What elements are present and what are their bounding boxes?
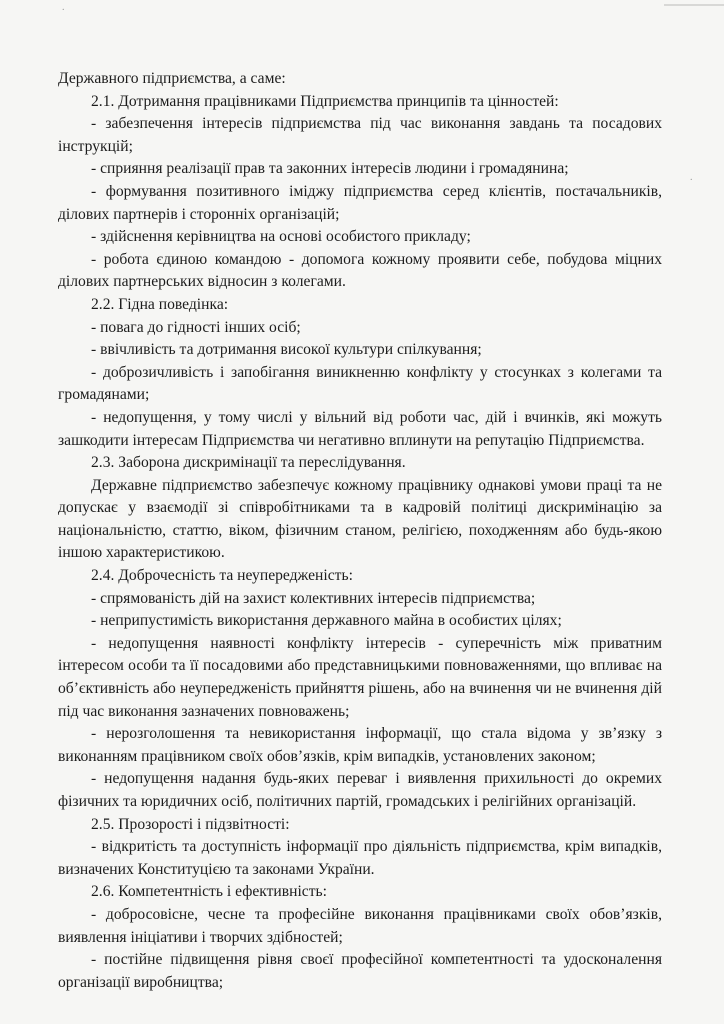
section-2-2-heading: 2.2. Гідна поведінка: xyxy=(91,295,229,313)
paragraph-intro: Державного підприємства, а саме: xyxy=(58,70,286,87)
list-item: - забезпечення інтересів підприємства під час виконання завдань та посадових інструкцій; xyxy=(58,115,662,155)
list-item: - ввічливість та дотримання високої культури спілкування; xyxy=(91,341,482,359)
list-item: - здійснення керівництва на основі особистого прикладу; xyxy=(91,228,471,246)
list-item: - добросовісне, чесне та професійне виконання працівниками своїх обов’язків, виявлення ініціативи і творчих здібностей; xyxy=(58,905,662,946)
section-2-3-heading: 2.3. Заборона дискримінації та переслідування. xyxy=(91,454,406,472)
list-item: - недопущення наявності конфлікту інтересів - суперечність між приватним інтересом особи та її посадовими або представницькими повноваженнями, що впливає на об’єктивність або неупередженість прийняття рішень, або на вчинення чи не вчинення дій під час виконання зазначених повноважень; xyxy=(58,634,662,720)
scan-speck: . xyxy=(62,2,65,13)
scan-edge-mark xyxy=(664,4,724,6)
section-2-4-heading: 2.4. Доброчесність та неупередженість: xyxy=(91,567,353,585)
scan-speck: . xyxy=(690,172,693,183)
list-item: - формування позитивного іміджу підприємства серед клієнтів, постачальників, ділових партнерів і сторонніх організацій; xyxy=(58,182,662,223)
list-item: - відкритість та доступність інформації про діяльність підприємства, крім випадків, визначених Конституцією та законами України. xyxy=(58,838,662,878)
section-2-5-heading: 2.5. Прозорості і підзвітності: xyxy=(91,815,290,833)
document-body xyxy=(58,68,662,994)
list-item: - сприяння реалізації прав та законних інтересів людини і громадянина; xyxy=(91,160,569,178)
list-item: - спрямованість дій на захист колективних інтересів підприємства; xyxy=(91,589,536,607)
list-item: - робота єдиною командою - допомога кожному проявити себе, побудова міцних ділових партнерських відносин з колегами. xyxy=(58,250,662,291)
list-item: - нерозголошення та невикористання інформації, що стала відома у зв’язку з виконанням працівником своїх обов’язків, крім випадків, установлених законом; xyxy=(58,725,662,765)
paragraph-body: Державне підприємство забезпечує кожному працівнику однакові умови праці та не допускає у взаємодії зі співробітниками та в кадровій політиці дискримінацію за національністю, статтю, віком, фізичним станом, релігією, походженням або будь-якою іншою характеристикою. xyxy=(58,476,662,562)
section-2-1-heading: 2.1. Дотримання працівниками Підприємства принципів та цінностей: xyxy=(91,92,559,110)
list-item: - недопущення, у тому числі у вільний від роботи час, дій і вчинків, які можуть зашкодити інтересам Підприємства чи негативно вплинути на репутацію Підприємства. xyxy=(58,408,662,449)
list-item: - доброзичливість і запобігання виникненню конфлікту у стосунках з колегами та громадянами; xyxy=(58,363,662,404)
section-2-6-heading: 2.6. Компетентність і ефективність: xyxy=(91,883,327,901)
list-item: - недопущення надання будь-яких переваг і виявлення прихильності до окремих фізичних та юридичних осіб, політичних партій, громадських і релігійних організацій. xyxy=(58,770,662,810)
list-item: - неприпустимість використання державного майна в особистих цілях; xyxy=(91,612,562,630)
list-item: - повага до гідності інших осіб; xyxy=(91,318,301,336)
list-item: - постійне підвищення рівня своєї професійної компетентності та удосконалення організації виробництва; xyxy=(58,951,662,991)
